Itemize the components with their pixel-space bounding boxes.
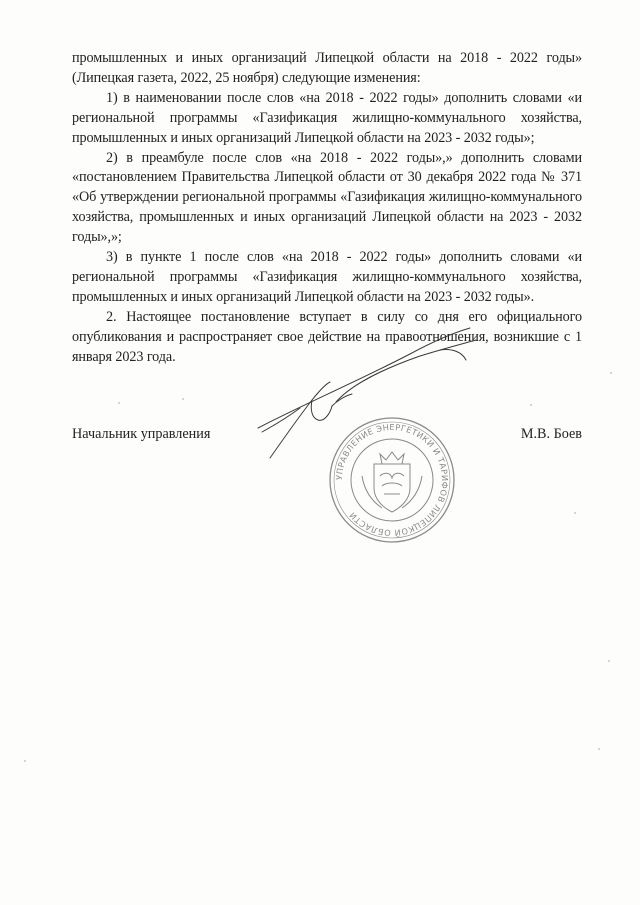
official-seal [326,414,458,546]
signatory-name: М.В. Боев [520,426,582,442]
coat-of-arms-icon [362,452,422,512]
scan-speck [608,660,610,662]
scan-speck [574,512,576,514]
scan-speck [598,748,600,750]
signatory-role: Начальник управления [72,426,211,442]
scan-speck [610,372,612,374]
scan-speck [182,398,184,400]
scan-speck [530,404,532,406]
paragraph-item-1: 1) в наименовании после слов «на 2018 - 2022 годы» дополнить словами «и региональной программы «Газификация жилищно-коммунального хозяйства, промышленных и иных организаций Липецкой области на 2023 - 2032 годы»; [72,89,582,146]
paragraph-continuation: промышленных и иных организаций Липецкой области на 2018 - 2022 годы» (Липецкая газета, 2022, 25 ноября) следующие изменения: [72,50,582,86]
paragraph-clause-2: 2. Настоящее постановление вступает в силу со дня его официального опубликования и распространяет свое действие на правоотношения, возникшие с 1 января 2023 года. [72,308,582,365]
paragraph-item-3: 3) в пункте 1 после слов «на 2018 - 2022 годы» дополнить словами «и региональной программы «Газификация жилищно-коммунального хозяйства, промышленных и иных организаций Липецкой области на 2023 - 2032 годы». [72,249,582,305]
paragraph-item-2: 2) в преамбуле после слов «на 2018 - 2022 годы»,» дополнить словами «постановлением Правительства Липецкой области от 30 декабря 2022 года № 371 «Об утверждении региональной программы «Газификация жилищно-коммунального хозяйства, промышленных и иных организаций Липецкой области на 2023 - 2032 годы»,»; [72,149,582,246]
seal-ring-text: УПРАВЛЕНИЕ ЭНЕРГЕТИКИ И ТАРИФОВ ЛИПЕЦКОЙ ОБЛАСТИ [333,421,451,539]
scan-speck [24,760,26,762]
scan-speck [118,402,120,404]
